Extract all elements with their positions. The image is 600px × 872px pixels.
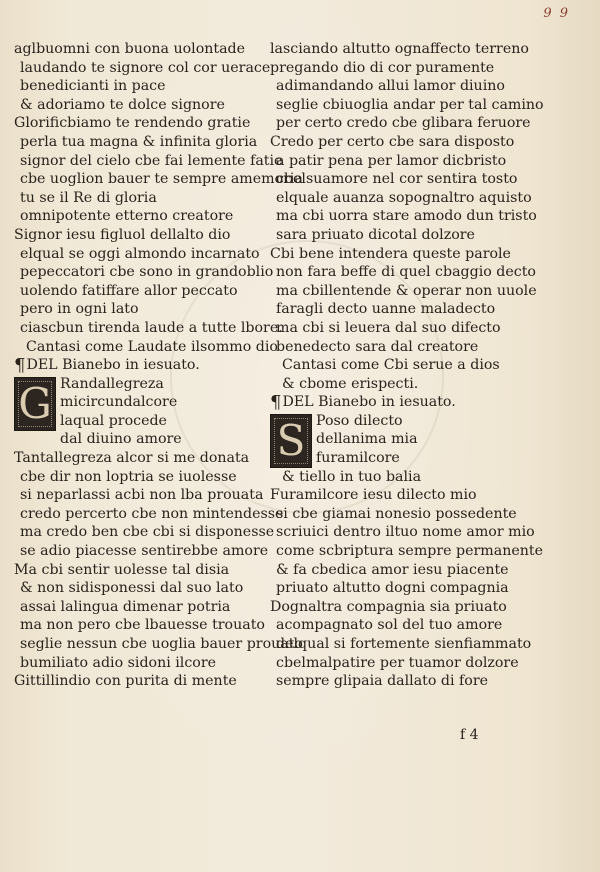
right-heading-text: DEL Bianebo in iesuato. [282,394,456,411]
text-line: cbe uoglion bauer te sempre amemoria [20,171,303,188]
text-line: faragli decto uanne maladecto [276,301,496,318]
text-line: ma credo ben cbe cbi si disponesse [20,524,275,541]
text-line: benedicianti in pace [20,78,166,95]
initial-letter: G [18,378,52,428]
text-line: pregando dio di cor puramente [270,59,495,76]
text-line: adimandando allui lamor diuino [276,78,505,95]
text-line: priuato altutto dogni compagnia [276,580,509,597]
text-line: uolendo fatiffare allor peccato [20,282,238,299]
text-line: Signor iesu figluol dellalto dio [14,226,231,243]
right-initial-lines [270,412,590,468]
signature-mark: f 4 [460,727,479,743]
text-line: si neparlassi acbi non lba prouata [20,487,264,504]
text-line: benedecto sara dal creatore [276,338,479,355]
text-line: laudando te signore col cor uerace [20,59,271,76]
left-heading-text: DEL Bianebo in iesuato. [26,357,200,374]
decorated-initial-s [270,414,312,468]
text-line: se adio piacesse sentirebbe amore [20,543,269,560]
text-line: assai lalingua dimenar potria [20,598,231,615]
text-line: & non sidisponessi dal suo lato [20,580,244,597]
text-line: Glorificbiamo te rendendo gratie [14,115,251,132]
text-line: credo percerto cbe non mintendesse [20,505,284,522]
initial-letter: S [276,415,306,465]
text-line: dellanima mia [316,431,418,448]
left-text-block-b [14,449,303,691]
text-line: non fara beffe di quel cbaggio decto [276,264,536,281]
text-line: per certo credo cbe glibara feruore [276,115,531,132]
text-line: Cantasi come Laudate ilsommo dio [26,338,278,355]
text-line: tu se il Re di gloria [20,189,157,206]
text-line: micircundalcore [60,394,178,411]
text-line: & fa cbedica amor iesu piacente [276,561,509,578]
text-line: si cbe giamai nonesio possedente [276,505,517,522]
text-line: Gittillindio con purita di mente [14,673,237,690]
text-line: Poso dilecto [316,412,403,429]
text-line: Cbi bene intendera queste parole [270,245,511,262]
folio-number: 9 9 [543,6,570,21]
text-line: aglbuomni con buona uolontade [14,41,246,57]
text-line: Tantallegreza alcor si me donata [14,450,250,467]
text-line: perla tua magna & infinita gloria [20,133,258,150]
text-line: Randallegreza [60,375,164,392]
text-line: furamilcore [316,450,400,467]
text-line: sara priuato dicotal dolzore [276,226,475,243]
text-line: Furamilcore iesu dilecto mio [270,487,477,504]
text-line: ma cbi si leuera dal suo difecto [276,319,501,336]
right-section-heading [270,393,590,412]
text-line: seglie nessun cbe uoglia bauer prouato [20,636,303,652]
text-line: ma cbi uorra stare amodo dun tristo [276,208,537,225]
text-line: elqual se oggi almondo incarnato [20,245,260,262]
text-line: signor del cielo cbe fai lemente fatie [20,152,283,169]
right-initial-block [270,412,590,468]
text-line: & cbome erispecti. [282,375,419,392]
text-line: bumiliato adio sidoni ilcore [20,654,216,671]
text-line: sempre glipaia dallato di fore [276,673,489,690]
text-line: & tiello in tuo balia [282,468,422,485]
text-line: omnipotente etterno creatore [20,208,234,225]
right-text-block-b [270,468,590,691]
text-line: Cantasi come Cbi serue a dios [282,357,500,374]
text-line: pero in ogni lato [20,301,139,318]
text-line: ma non pero cbe lbauesse trouato [20,617,265,634]
text-line: lasciando altutto ognaffecto terreno [270,41,529,57]
right-column [270,40,590,691]
text-line: ma cbillentende & operar non uuole [276,282,537,299]
text-line: cbe dir non loptria se iuolesse [20,468,237,485]
text-line: a patir pena per lamor dicbristo [276,152,507,169]
text-line: acompagnato sol del tuo amore [276,617,503,634]
text-line: come scbriptura sempre permanente [276,543,543,560]
text-line: pepeccatori cbe sono in grandoblio [20,264,274,281]
text-line: Ma cbi sentir uolesse tal disia [14,561,230,578]
text-line: scriuici dentro iltuo nome amor mio [276,524,535,541]
left-column [14,40,303,691]
text-line: dal diuino amore [60,431,182,448]
text-line: seglie cbiuoglia andar per tal camino [276,96,544,113]
left-initial-block [14,375,269,449]
left-text-block-a [14,40,303,356]
text-line: cbelsuamore nel cor sentira tosto [276,171,518,188]
text-line: cbelmalpatire per tuamor dolzore [276,654,519,671]
text-line: elquale auanza sopognaltro aquisto [276,189,532,206]
pilcrow-icon: ¶ [270,392,282,414]
left-section-heading [14,356,269,375]
text-line: delqual si fortemente sienfiammato [276,636,532,652]
pilcrow-icon: ¶ [14,355,26,377]
text-line: laqual procede [60,412,167,429]
right-text-block-a [270,40,590,393]
text-line: & adoriamo te dolce signore [20,96,225,113]
decorated-initial-g [14,377,56,431]
text-line: Credo per certo cbe sara disposto [270,133,515,150]
text-line: ciascbun tirenda laude a tutte lbore. [20,319,283,336]
text-line: Dognaltra compagnia sia priuato [270,598,507,615]
